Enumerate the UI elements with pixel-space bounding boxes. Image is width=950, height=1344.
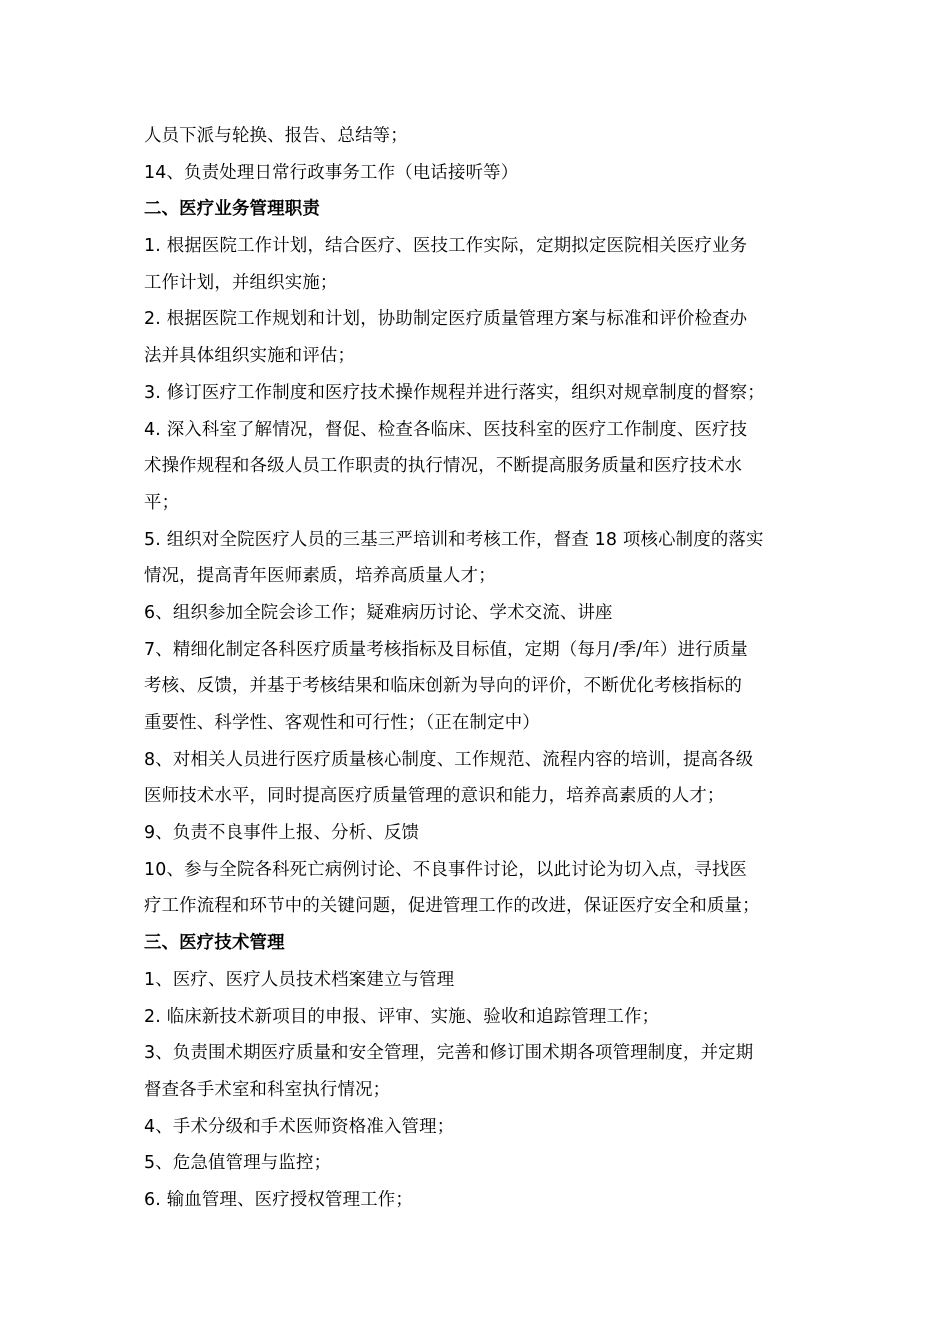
text-line: 督查各手术室和科室执行情况； xyxy=(144,1079,391,1100)
section-heading: 二、医疗业务管理职责 xyxy=(144,199,320,220)
text-line: 工作计划，并组织实施； xyxy=(144,272,338,293)
text-line: 5. 组织对全院医疗人员的三基三严培训和考核工作，督查 18 项核心制度的落实 xyxy=(144,529,764,550)
text-line: 医师技术水平，同时提高医疗质量管理的意识和能力，培养高素质的人才； xyxy=(144,786,725,807)
text-line: 10、参与全院各科死亡病例讨论、不良事件讨论，以此讨论为切入点，寻找医 xyxy=(144,859,748,880)
text-line: 7、精细化制定各科医疗质量考核指标及目标值，定期（每月/季/年）进行质量 xyxy=(144,639,748,660)
text-line: 4、手术分级和手术医师资格准入管理； xyxy=(144,1116,455,1137)
section-heading: 三、医疗技术管理 xyxy=(144,933,285,954)
text-line: 疗工作流程和环节中的关键问题，促进管理工作的改进，保证医疗安全和质量； xyxy=(144,896,760,917)
text-line: 2. 临床新技术新项目的申报、评审、实施、验收和追踪管理工作； xyxy=(144,1006,660,1027)
text-line: 1、医疗、医疗人员技术档案建立与管理 xyxy=(144,969,455,990)
text-line: 6、组织参加全院会诊工作；疑难病历讨论、学术交流、讲座 xyxy=(144,602,613,623)
text-line: 人员下派与轮换、报告、总结等； xyxy=(144,126,408,146)
text-line: 8、对相关人员进行医疗质量核心制度、工作规范、流程内容的培训，提高各级 xyxy=(144,749,754,770)
text-line: 14、负责处理日常行政事务工作（电话接听等） xyxy=(144,162,519,183)
text-line: 9、负责不良事件上报、分析、反馈 xyxy=(144,823,420,844)
text-line: 3、负责围术期医疗质量和安全管理，完善和修订围术期各项管理制度，并定期 xyxy=(144,1043,754,1064)
text-line: 法并具体组织实施和评估； xyxy=(144,346,356,367)
text-line: 平； xyxy=(144,492,180,513)
text-line: 考核、反馈，并基于考核结果和临床创新为导向的评价，不断优化考核指标的 xyxy=(144,676,743,697)
text-line: 6. 输血管理、医疗授权管理工作； xyxy=(144,1189,413,1210)
text-line: 3. 修订医疗工作制度和医疗技术操作规程并进行落实，组织对规章制度的督察； xyxy=(144,382,765,403)
text-line: 1. 根据医院工作计划，结合医疗、医技工作实际，定期拟定医院相关医疗业务 xyxy=(144,236,748,257)
text-line: 4. 深入科室了解情况，督促、检查各临床、医技科室的医疗工作制度、医疗技 xyxy=(144,419,748,440)
text-line: 2. 根据医院工作规划和计划，协助制定医疗质量管理方案与标准和评价检查办 xyxy=(144,309,748,330)
text-line: 5、危急值管理与监控； xyxy=(144,1153,332,1174)
document-body xyxy=(144,118,808,1219)
text-line: 情况，提高青年医师素质，培养高质量人才； xyxy=(144,566,496,587)
text-line: 术操作规程和各级人员工作职责的执行情况，不断提高服务质量和医疗技术水 xyxy=(144,456,743,477)
text-line: 重要性、科学性、客观性和可行性；（正在制定中） xyxy=(144,713,540,733)
